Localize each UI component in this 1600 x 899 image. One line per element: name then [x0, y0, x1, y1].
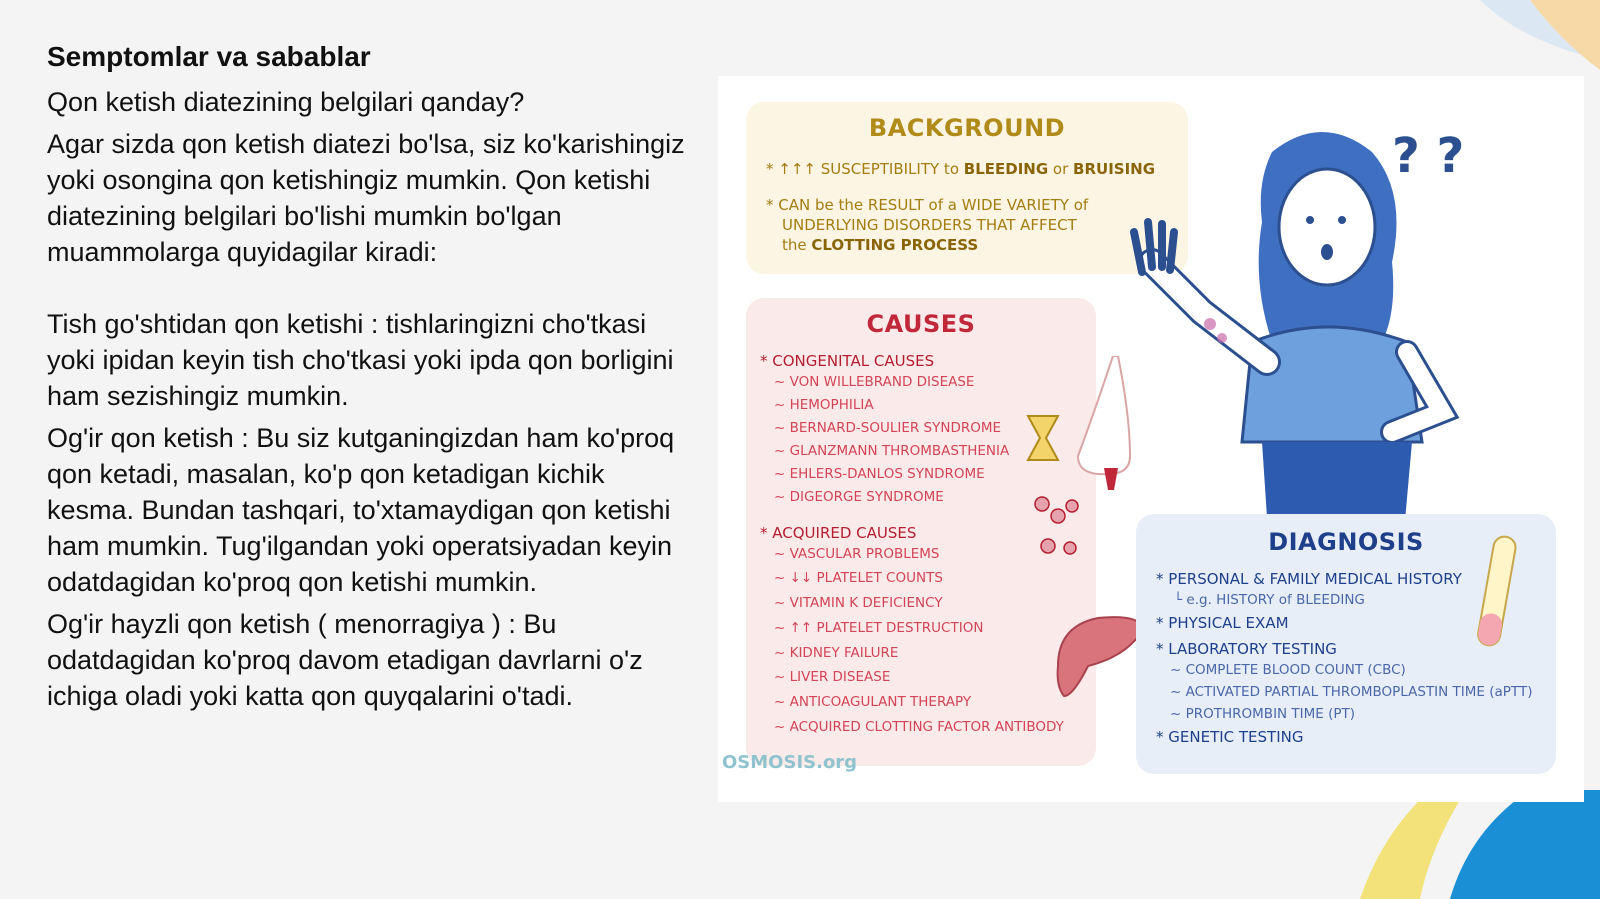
causes-illustrations	[1018, 356, 1148, 716]
list-item: ~ VON WILLEBRAND DISEASE	[774, 374, 975, 390]
paragraph-menorrhagia: Og'ir hayzli qon ketish ( menorragiya ) : Bu odatdagidan ko'proq davom etadigan davrlarni o'z ichiga oladi yoki katta qon quyqalarini o'tadi.	[47, 609, 643, 711]
list-item: ~ BERNARD-SOULIER SYNDROME	[774, 420, 1002, 436]
list-item: ~ KIDNEY FAILURE	[774, 645, 899, 661]
diagnosis-history-sub: └ e.g. HISTORY of BLEEDING	[1174, 592, 1365, 608]
question-marks: ? ?	[1392, 128, 1465, 184]
paragraph-intro: Agar sizda qon ketish diatezi bo'lsa, siz ko'karishingiz yoki osongina qon ketishingiz mumkin. Qon ketishi diatezining belgilari bo'lishi mumkin bo'lgan muammolarga quyidagilar kiradi:	[47, 129, 685, 267]
list-item: ~ PROTHROMBIN TIME (PT)	[1170, 706, 1356, 722]
paragraph-heavy-bleeding: Og'ir qon ketish : Bu siz kutganingizdan ham ko'proq qon ketadi, masalan, ko'p qon ketadigan kichik kesma. Bundan tashqari, to'xtamaydigan qon ketishi ham mumkin. Tug'ilgandan yoki operatsiyadan keyin odatdagidan ko'proq qon ketishi mumkin.	[47, 423, 675, 597]
liver-icon	[1058, 617, 1144, 696]
list-item: ~ EHLERS-DANLOS SYNDROME	[774, 466, 985, 482]
causes-title: CAUSES	[866, 310, 976, 338]
diagnosis-lab-testing: * LABORATORY TESTING	[1156, 640, 1337, 658]
acquired-causes-header: * ACQUIRED CAUSES	[760, 524, 917, 542]
list-item: ~ HEMOPHILIA	[774, 397, 874, 413]
background-title: BACKGROUND	[868, 114, 1066, 142]
slide-title: Semptomlar va sabablar	[47, 41, 371, 72]
list-item: ~ ANTICOAGULANT THERAPY	[774, 694, 972, 710]
list-item: ~ VASCULAR PROBLEMS	[774, 546, 940, 562]
congenital-causes-header: * CONGENITAL CAUSES	[760, 352, 935, 370]
bleeding-diathesis-infographic	[718, 76, 1584, 802]
osmosis-watermark: OSMOSIS.org	[722, 752, 858, 773]
diagnosis-genetic-testing: * GENETIC TESTING	[1156, 728, 1304, 746]
background-line-clotting: the CLOTTING PROCESS	[782, 236, 979, 254]
text-column	[47, 40, 697, 720]
list-item: ~ DIGEORGE SYNDROME	[774, 489, 944, 505]
paragraph-gum-bleeding: Tish go'shtidan qon ketishi : tishlaringizni cho'tkasi yoki ipidan keyin tish cho'tkasi yoki ipda qon borligini ham sezishingiz mumkin.	[47, 309, 674, 411]
hourglass-icon	[1028, 416, 1058, 460]
background-line-result: * CAN be the RESULT of a WIDE VARIETY of	[766, 196, 1089, 214]
woman-bruising-illustration	[1122, 112, 1522, 532]
diagnosis-history: * PERSONAL & FAMILY MEDICAL HISTORY	[1156, 570, 1462, 588]
paragraph-question: Qon ketish diatezining belgilari qanday?	[47, 87, 525, 117]
list-item: ~ LIVER DISEASE	[774, 669, 891, 685]
list-item: ~ ACTIVATED PARTIAL THROMBOPLASTIN TIME (aPTT)	[1170, 684, 1533, 700]
list-item: ~ VITAMIN K DEFICIENCY	[774, 595, 943, 611]
list-item: ~ ↓↓ PLATELET COUNTS	[774, 570, 943, 586]
nose-bleed-icon	[1078, 356, 1130, 490]
blood-tube-icon	[1466, 530, 1526, 660]
list-item: ~ GLANZMANN THROMBASTHENIA	[774, 443, 1010, 459]
background-line-susceptibility: * ↑↑↑ SUSCEPTIBILITY to BLEEDING or BRUISING	[766, 160, 1156, 178]
list-item: ~ COMPLETE BLOOD COUNT (CBC)	[1170, 662, 1406, 678]
list-item: ~ ↑↑ PLATELET DESTRUCTION	[774, 620, 984, 636]
background-line-underlying: UNDERLYING DISORDERS THAT AFFECT	[782, 216, 1077, 234]
platelets-icon	[1035, 497, 1078, 554]
diagnosis-panel	[1136, 514, 1556, 774]
diagnosis-title: DIAGNOSIS	[1268, 528, 1424, 556]
diagnosis-physical-exam: * PHYSICAL EXAM	[1156, 614, 1289, 632]
list-item: ~ ACQUIRED CLOTTING FACTOR ANTIBODY	[774, 719, 1064, 735]
